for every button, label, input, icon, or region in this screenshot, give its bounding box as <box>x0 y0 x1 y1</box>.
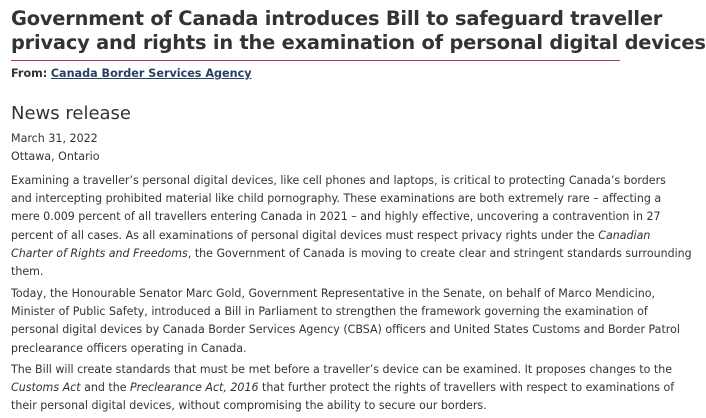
section-heading: News release <box>11 103 131 124</box>
charter-title-part: Canadian <box>598 228 651 242</box>
paragraph-2-line: personal digital devices by Canada Border Services Agency (CBSA) officers and United States Customs and Border Patrol <box>11 323 680 337</box>
paragraph-1 <box>11 172 692 281</box>
page-title <box>11 7 706 55</box>
page-title-line-2: privacy and rights in the examination of personal digital devices <box>11 31 706 54</box>
page-title-line-1: Government of Canada introduces Bill to safeguard traveller <box>11 7 663 30</box>
paragraph-1-line: them. <box>11 265 44 279</box>
paragraph-1-line: mere 0.009 percent of all travellers entering Canada in 2021 – and highly effective, uncovering a contravention in 27 <box>11 210 661 224</box>
paragraph-1-line: and intercepting prohibited material like child pornography. These examinations are both extremely rare – affecting a <box>11 192 662 206</box>
text-run: , the Government of Canada is moving to create clear and stringent standards surrounding <box>187 246 692 260</box>
paragraph-1-line <box>11 227 651 245</box>
title-divider <box>11 60 620 61</box>
from-line <box>11 67 252 81</box>
paragraph-3 <box>11 361 675 416</box>
act-title: Customs Act <box>11 381 81 395</box>
text-run: and the <box>80 381 131 395</box>
paragraph-3-line <box>11 379 675 397</box>
paragraph-2 <box>11 285 680 358</box>
from-label: From: <box>11 67 48 80</box>
text-run: that further protect the rights of travellers with respect to examinations of <box>258 381 675 395</box>
paragraph-1-line <box>11 245 692 263</box>
text-run: percent of all cases. As all examinations of personal digital devices must respect privacy rights under the <box>11 228 599 242</box>
paragraph-3-line: The Bill will create standards that must be met before a traveller’s device can be examined. It proposes changes to the <box>11 363 673 376</box>
release-date: March 31, 2022 <box>11 132 98 145</box>
paragraph-3-line: their personal digital devices, without compromising the ability to secure our borders. <box>11 399 487 413</box>
release-location: Ottawa, Ontario <box>11 150 100 163</box>
paragraph-2-line: preclearance officers operating in Canada. <box>11 341 247 355</box>
paragraph-2-line: Minister of Public Safety, introduced a Bill in Parliament to strengthen the framework governing the examination of <box>11 305 648 319</box>
act-title: Preclearance Act, 2016 <box>130 381 259 395</box>
paragraph-1-line: Examining a traveller’s personal digital devices, like cell phones and laptops, is critical to protecting Canada’s borders <box>11 174 666 187</box>
charter-title-part: Charter of Rights and Freedoms <box>11 246 188 260</box>
agency-link[interactable]: Canada Border Services Agency <box>50 67 252 80</box>
paragraph-2-line: Today, the Honourable Senator Marc Gold, Government Representative in the Senate, on behalf of Marco Mendicino, <box>11 287 656 300</box>
